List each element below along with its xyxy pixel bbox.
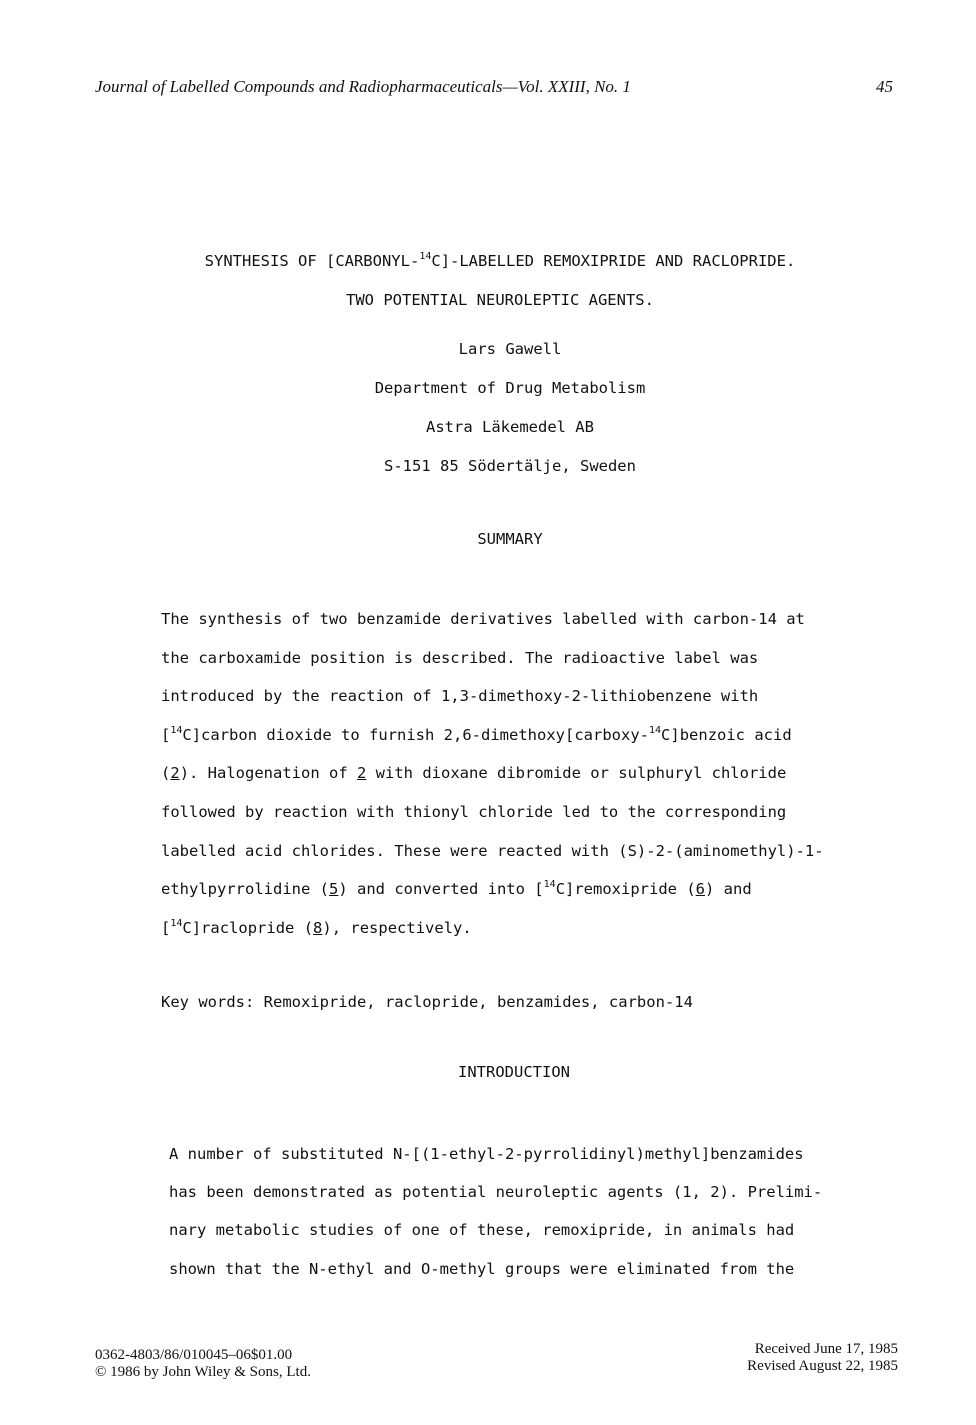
revised-date: Revised August 22, 1985 [747, 1358, 898, 1374]
compound-number: 8 [313, 918, 323, 937]
summary-line: the carboxamide position is described. The radioactive label was [161, 648, 759, 667]
journal-header: Journal of Labelled Compounds and Radiopharmaceuticals—Vol. XXIII, No. 1 [95, 77, 631, 96]
summary-line: followed by reaction with thionyl chloride led to the corresponding [161, 802, 787, 821]
introduction-line: has been demonstrated as potential neuroleptic agents (1, 2). Prelimi- [169, 1183, 823, 1202]
summary-line: [$^{14}$C]raclopride (8), respectively. [161, 917, 472, 937]
received-date: Received June 17, 1985 [754, 1341, 898, 1357]
summary-paragraph [161, 600, 824, 947]
footer-code: 0362-4803/86/010045–06$01.00 [95, 1347, 293, 1363]
page-number: 45 [876, 77, 893, 96]
summary-line: labelled acid chlorides. These were reacted with (S)-2-(aminomethyl)-1- [161, 841, 824, 860]
summary-line: introduced by the reaction of 1,3-dimethoxy-2-lithiobenzene with [161, 687, 759, 706]
author-department: Department of Drug Metabolism [374, 379, 646, 397]
introduction-heading: INTRODUCTION [458, 1063, 570, 1081]
footer-copyright: © 1986 by John Wiley & Sons, Ltd. [95, 1364, 311, 1380]
article-title-line-2: TWO POTENTIAL NEUROLEPTIC AGENTS. [346, 291, 654, 309]
author-name: Lars Gawell [458, 340, 562, 358]
compound-number: 6 [695, 880, 706, 899]
summary-line: ethylpyrrolidine (5) and converted into [$^{14}$C]remoxipride (6) and [161, 879, 752, 899]
introduction-line: shown that the N-ethyl and O-methyl groups were eliminated from the [169, 1259, 795, 1278]
summary-line: [$^{14}$C]carbon dioxide to furnish 2,6-dimethoxy[carboxy-$^{14}$C]benzoic acid [161, 724, 792, 744]
introduction-line: A number of substituted N-[(1-ethyl-2-pyrrolidinyl)methyl]benzamides [169, 1145, 804, 1163]
footer-publication-info [95, 1347, 311, 1381]
compound-number: 2 [170, 764, 180, 783]
footer-dates [720, 1341, 898, 1375]
summary-line: (2). Halogenation of 2 with dioxane dibromide or sulphuryl chloride [161, 764, 787, 783]
article-title-line-1: SYNTHESIS OF [CARBONYL-$^{14}$C]-LABELLED REMOXIPRIDE AND RACLOPRIDE. [204, 251, 796, 270]
compound-number: 2 [357, 764, 367, 783]
compound-number: 5 [328, 880, 339, 899]
introduction-line: nary metabolic studies of one of these, remoxipride, in animals had [169, 1221, 795, 1240]
summary-line: The synthesis of two benzamide derivatives labelled with carbon-14 at [161, 610, 805, 628]
keywords: Key words: Remoxipride, raclopride, benzamides, carbon-14 [161, 993, 693, 1011]
author-address: S-151 85 Södertälje, Sweden [384, 457, 636, 475]
author-company: Astra Läkemedel AB [426, 418, 594, 436]
introduction-paragraph [169, 1135, 822, 1288]
summary-heading: SUMMARY [477, 530, 543, 548]
